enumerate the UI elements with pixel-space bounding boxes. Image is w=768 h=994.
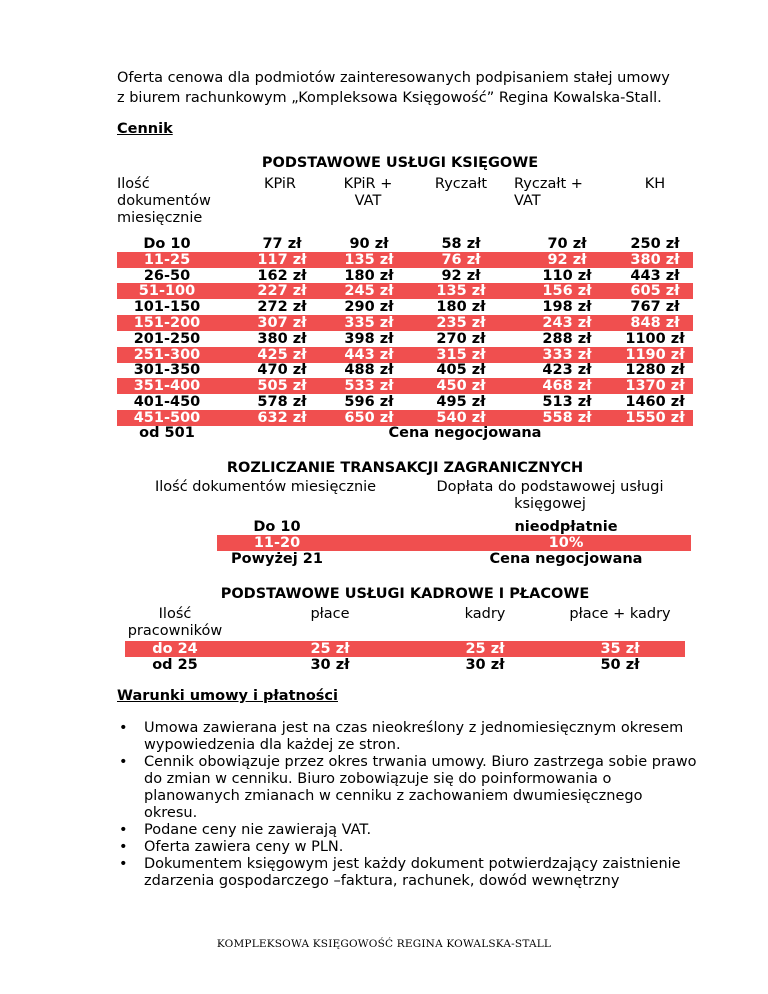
price-row (117, 410, 693, 426)
section3-title: PODSTAWOWE USŁUGI KADROWE I PŁACOWE (220, 586, 590, 602)
terms-item (117, 754, 697, 822)
surcharge-range: 11-20 (253, 534, 301, 551)
bullet-icon: • (119, 720, 128, 736)
cell-ryczalt: 315 zł (436, 346, 486, 363)
terms-item-text: Dokumentem księgowym jest każdy dokument potwierdzający zaistnienie zdarzenia gospodarczego –faktura, rachunek, dowód wewnętrzny (144, 856, 681, 889)
surcharge-row (217, 551, 691, 567)
cell-kh: 1460 zł (625, 394, 685, 410)
section2-col2-header-line: księgowej (514, 496, 586, 512)
cell-ryczalt-vat: 423 zł (542, 362, 592, 379)
cell-range: 451-500 (133, 409, 201, 426)
cell-kpir-vat: 335 zł (344, 315, 394, 331)
cell-ryczalt: 495 zł (436, 394, 486, 410)
hr-place: 30 zł (310, 656, 350, 673)
cell-kpir: 632 zł (257, 409, 307, 426)
hr-kadry: 30 zł (465, 656, 505, 673)
cell-kpir-vat: 398 zł (344, 330, 394, 347)
terms-heading: Warunki umowy i płatności (117, 688, 338, 704)
hr-place: 25 zł (310, 641, 350, 657)
surcharge-value: Cena negocjowana (489, 550, 643, 567)
cell-ryczalt-vat: 288 zł (542, 330, 592, 347)
cell-kpir-vat: 90 zł (349, 236, 389, 252)
price-row (117, 315, 693, 331)
cell-kpir-vat: 533 zł (344, 378, 394, 395)
section1-column-label (117, 176, 211, 227)
terms-list (117, 720, 697, 890)
cell-kpir: 578 zł (257, 394, 307, 410)
section3-col1-header (125, 606, 225, 640)
terms-item (117, 720, 697, 754)
header-ryczalt (418, 176, 504, 193)
cell-ryczalt: 135 zł (436, 283, 486, 300)
cell-kpir-vat: 443 zł (344, 346, 394, 363)
cell-kpir-vat: 596 zł (344, 394, 394, 410)
hr-both: 50 zł (600, 656, 640, 673)
cell-kh: 1190 zł (625, 346, 685, 363)
last-row-range: od 501 (139, 425, 195, 441)
cell-kpir: 470 zł (257, 362, 307, 379)
cell-ryczalt-vat: 156 zł (542, 283, 592, 300)
header-kh-line1: KH (644, 176, 666, 192)
cell-range: 26-50 (143, 267, 191, 284)
cell-kpir: 505 zł (257, 378, 307, 395)
cell-range: 201-250 (133, 330, 201, 347)
cell-ryczalt-vat: 110 zł (542, 267, 592, 284)
cell-kpir-vat: 650 zł (344, 409, 394, 426)
cell-range: 401-450 (133, 394, 201, 410)
cell-kh: 1370 zł (625, 378, 685, 395)
cennik-heading: Cennik (117, 121, 173, 137)
price-row (117, 252, 693, 268)
hr-row (125, 641, 685, 657)
terms-item (117, 822, 697, 839)
cell-range: 251-300 (133, 346, 201, 363)
cell-ryczalt: 180 zł (436, 299, 486, 316)
terms-item (117, 839, 697, 856)
header-ryczalt-vat-line1: Ryczałt + (514, 176, 583, 192)
cell-kpir-vat: 245 zł (344, 283, 394, 300)
price-row (117, 236, 693, 252)
cell-ryczalt: 270 zł (436, 330, 486, 347)
section1-title: PODSTAWOWE USŁUGI KSIĘGOWE (261, 155, 539, 171)
bullet-icon: • (119, 822, 128, 838)
last-row-value: Cena negocjowana (388, 425, 542, 441)
cell-kpir: 272 zł (257, 299, 307, 316)
cell-kpir-vat: 488 zł (344, 362, 394, 379)
hr-both: 35 zł (600, 641, 640, 657)
cell-ryczalt-vat: 92 zł (547, 251, 587, 268)
section1-column-label-line: Ilość (117, 176, 150, 192)
header-ryczalt-vat (514, 176, 614, 210)
section2-col2-header-line: Dopłata do podstawowej usługi (436, 479, 664, 495)
cell-ryczalt: 58 zł (441, 236, 481, 252)
section3-col3-header: kadry (464, 606, 506, 622)
header-kpir-vat-line1: KPiR + (343, 176, 393, 192)
section1-column-label-line: miesięcznie (117, 210, 203, 226)
surcharge-row (217, 519, 691, 535)
price-row (117, 378, 693, 394)
cell-kh: 848 zł (630, 315, 680, 331)
surcharge-value: 10% (548, 534, 584, 551)
cell-range: 51-100 (138, 283, 196, 300)
page-footer: KOMPLEKSOWA KSIĘGOWOŚĆ REGINA KOWALSKA-STALL (216, 938, 552, 950)
intro-line-2: z biurem rachunkowym „Kompleksowa Księgowość” Regina Kowalska-Stall. (117, 90, 662, 106)
price-row (117, 331, 693, 347)
cell-ryczalt-vat: 468 zł (542, 378, 592, 395)
cell-ryczalt: 76 zł (441, 251, 481, 268)
cell-ryczalt: 450 zł (436, 378, 486, 395)
header-ryczalt-line1: Ryczałt (434, 176, 488, 192)
surcharge-value: nieodpłatnie (514, 519, 618, 535)
cell-ryczalt-vat: 198 zł (542, 299, 592, 316)
hr-row (125, 657, 685, 673)
cell-kpir: 162 zł (257, 267, 307, 284)
cell-range: 101-150 (133, 299, 201, 316)
cell-kh: 443 zł (630, 267, 680, 284)
surcharge-range: Do 10 (253, 519, 301, 535)
header-kpir (240, 176, 320, 193)
cell-range: Do 10 (143, 236, 191, 252)
cell-kpir-vat: 290 zł (344, 299, 394, 316)
cell-ryczalt-vat: 558 zł (542, 409, 592, 426)
cell-ryczalt-vat: 513 zł (542, 394, 592, 410)
hr-range: od 25 (152, 656, 198, 673)
price-row (117, 268, 693, 284)
cell-ryczalt: 92 zł (441, 267, 481, 284)
cell-kpir: 425 zł (257, 346, 307, 363)
surcharge-range: Powyżej 21 (231, 550, 323, 567)
terms-item-text: Umowa zawierana jest na czas nieokreślony z jednomiesięcznym okresem wypowiedzenia dla każdej ze stron. (144, 720, 684, 753)
bullet-icon: • (119, 754, 128, 770)
cell-kh: 1280 zł (625, 362, 685, 379)
intro-paragraph (117, 68, 677, 108)
cell-kpir: 227 zł (257, 283, 307, 300)
terms-item-text: Podane ceny nie zawierają VAT. (144, 822, 372, 838)
cell-kpir-vat: 180 zł (344, 267, 394, 284)
bullet-icon: • (119, 839, 128, 855)
cell-kh: 380 zł (630, 251, 680, 268)
terms-item-text: Cennik obowiązuje przez okres trwania umowy. Biuro zastrzega sobie prawo do zmian w cenniku. Biuro zobowiązuje się do poinformowania o planowanych zmianach w cenniku z zachowaniem dwumiesięcznego okresu. (144, 754, 697, 821)
section3-col4-header: płace + kadry (569, 606, 671, 622)
hr-range: do 24 (152, 641, 198, 657)
intro-line-1: Oferta cenowa dla podmiotów zainteresowanych podpisaniem stałej umowy (117, 70, 670, 86)
cell-kh: 1100 zł (625, 330, 685, 347)
section2-title: ROZLICZANIE TRANSAKCJI ZAGRANICZNYCH (226, 460, 584, 476)
section3-col2-header: płace (310, 606, 350, 622)
cell-ryczalt-vat: 243 zł (542, 315, 592, 331)
header-kpir-vat-line2: VAT (354, 193, 382, 209)
section1-column-label-line: dokumentów (117, 193, 211, 209)
header-ryczalt-vat-line2: VAT (514, 193, 541, 209)
cell-kh: 250 zł (630, 236, 680, 252)
cell-kpir: 307 zł (257, 315, 307, 331)
price-row (117, 394, 693, 410)
cell-ryczalt: 235 zł (436, 315, 486, 331)
header-kh (615, 176, 695, 193)
cell-ryczalt-vat: 333 zł (542, 346, 592, 363)
header-kpir-line1: KPiR (263, 176, 297, 192)
terms-item (117, 856, 697, 890)
cell-kpir: 117 zł (257, 251, 307, 268)
cell-range: 11-25 (143, 251, 191, 268)
cell-kpir-vat: 135 zł (344, 251, 394, 268)
hr-kadry: 25 zł (465, 641, 505, 657)
cell-ryczalt-vat: 70 zł (547, 236, 587, 252)
bullet-icon: • (119, 856, 128, 872)
cell-range: 351-400 (133, 378, 201, 395)
price-row (117, 299, 693, 315)
section2-col2-header (430, 479, 670, 513)
header-kpir-vat (328, 176, 408, 210)
surcharge-row (217, 535, 691, 551)
price-row (117, 347, 693, 363)
cell-ryczalt: 405 zł (436, 362, 486, 379)
section3-col1-header-line: pracowników (127, 623, 223, 639)
cell-kpir: 77 zł (262, 236, 302, 252)
cell-kh: 605 zł (630, 283, 680, 300)
section2-col1-header: Ilość dokumentów miesięcznie (155, 479, 377, 495)
cell-kh: 1550 zł (625, 409, 685, 426)
cell-kpir: 380 zł (257, 330, 307, 347)
price-row (117, 283, 693, 299)
price-row (117, 362, 693, 378)
section1-last-row (117, 425, 693, 441)
cell-ryczalt: 540 zł (436, 409, 486, 426)
cell-kh: 767 zł (630, 299, 680, 316)
cell-range: 151-200 (133, 315, 201, 331)
cell-range: 301-350 (133, 362, 201, 379)
section3-col1-header-line: Ilość (158, 606, 192, 622)
terms-item-text: Oferta zawiera ceny w PLN. (144, 839, 344, 855)
